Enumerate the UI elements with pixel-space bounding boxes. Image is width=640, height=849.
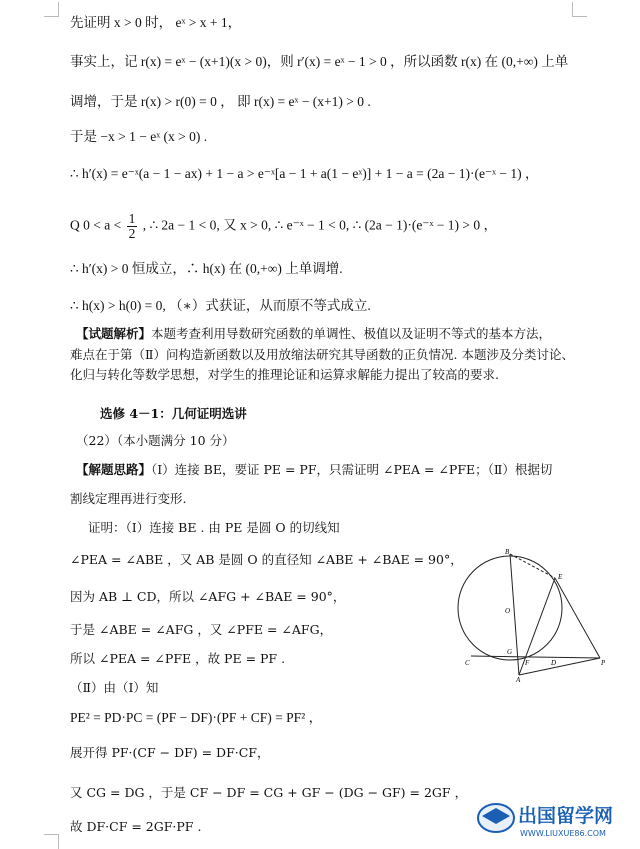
text-line-2: 事实上，记 r(x) = eˣ − (x+1)(x > 0)，则 r′(x) = eˣ − 1 > 0 ，所以函数 r(x) 在 (0,+∞) 上单	[70, 54, 569, 69]
analysis-paragraph-line-3: 化归与转化等数学思想，对学生的推理论证和运算求解能力提出了较高的要求.	[70, 367, 499, 382]
geometry-figure	[455, 548, 615, 683]
site-watermark-logo	[474, 794, 634, 842]
equation-line-3: 又 CG = DG ，于是 CF − DF = CG + GF − (DG − GF) = 2GF ，	[70, 785, 468, 800]
fraction-numerator: 1	[128, 211, 136, 226]
analysis-paragraph-line-2: 难点在于第（Ⅱ）问构造新函数以及用放缩法研究其导函数的正负情况. 本题涉及分类讨论、	[70, 347, 574, 362]
equation-line-1: PE² = PD·PC = (PF − DF)·(PF + CF) = PF² ，	[70, 710, 323, 725]
fraction-denominator: 2	[128, 226, 136, 241]
text-line-6	[70, 212, 497, 241]
text-line-3: 调增，于是 r(x) > r(0) = 0 ， 即 r(x) = eˣ − (x+1) > 0 .	[70, 94, 371, 109]
dashed-be	[510, 554, 555, 578]
text-line-1: 先证明 x > 0 时， eˣ > x + 1，	[70, 15, 242, 30]
idea-paragraph-line-2: 割线定理再进行变形.	[70, 491, 187, 506]
equation-line-4: 故 DF·CF = 2GF·PF .	[70, 819, 202, 834]
label-p: P	[601, 659, 606, 667]
idea-paragraph-line-1	[76, 461, 552, 479]
proof-line-4: 于是 ∠ABE = ∠AFG ，又 ∠PFE = ∠AFG，	[70, 622, 333, 637]
line-6-suffix: , ∴ 2a − 1 < 0, 又 x > 0, ∴ e⁻ˣ − 1 < 0, ∴ (2a − 1)·(e⁻ˣ − 1) > 0 ，	[142, 217, 498, 233]
fraction-one-half	[127, 212, 138, 241]
equation-line-2: 展开得 PF·(CF − DF) = DF·CF，	[70, 745, 270, 760]
text-line-7: ∴ h′(x) > 0 恒成立，∴ h(x) 在 (0,+∞) 上单调增.	[70, 261, 343, 276]
chord-cp	[471, 656, 600, 658]
proof-line-3: 因为 AB ⊥ CD，所以 ∠AFG + ∠BAE = 90°，	[70, 589, 346, 604]
proof-line-5: 所以 ∠PEA = ∠PFE ，故 PE = PF .	[70, 651, 286, 666]
text-line-8: ∴ h(x) > h(0) = 0, （∗）式获证，从而原不等式成立.	[70, 298, 371, 313]
section-title: 选修 4－1：几何证明选讲	[100, 406, 247, 421]
corner-mark-top-right	[572, 2, 587, 17]
text-line-4: 于是 −x > 1 − eˣ (x > 0) .	[70, 129, 208, 144]
text-line-5: ∴ h′(x) = e⁻ˣ(a − 1 − ax) + 1 − a > e⁻ˣ[a − 1 + a(1 − eˣ)] + 1 − a = (2a − 1)·(e⁻ˣ − 1) ，	[70, 166, 539, 181]
part-2-line: （Ⅱ）由（Ⅰ）知	[70, 680, 159, 695]
analysis-paragraph-line-1	[76, 325, 551, 343]
question-22-header: （22）（本小题满分 10 分）	[76, 433, 235, 448]
analysis-text-1: 本题考查利用导数研究函数的单调性、极值以及证明不等式的基本方法，	[151, 326, 552, 341]
corner-mark-top-left	[44, 2, 59, 17]
line-6-prefix: Q 0 < a <	[70, 217, 122, 233]
idea-text-1: （Ⅰ）连接 BE，要证 PE = PF，只需证明 ∠PEA = ∠PFE；（Ⅱ）根据切	[151, 462, 553, 477]
label-o: O	[505, 607, 511, 615]
label-g: G	[507, 648, 513, 656]
corner-mark-bottom-left	[44, 834, 59, 849]
watermark-url: WWW.LIUXUE86.COM	[520, 829, 606, 838]
label-e: E	[558, 573, 563, 581]
label-d: D	[551, 659, 557, 667]
label-a: A	[516, 676, 521, 683]
watermark-text: 出国留学网	[518, 805, 614, 827]
idea-label: 【解题思路】	[76, 462, 152, 477]
label-b: B	[505, 548, 510, 556]
analysis-label: 【试题解析】	[76, 326, 152, 341]
label-c: C	[465, 659, 470, 667]
tangent-pe	[555, 578, 600, 658]
proof-line-2: ∠PEA = ∠ABE ，又 AB 是圆 O 的直径知 ∠ABE + ∠BAE = 90°，	[70, 552, 463, 567]
line-pa	[519, 658, 600, 675]
label-f: F	[525, 659, 530, 667]
proof-line-1: 证明：（Ⅰ）连接 BE . 由 PE 是圆 O 的切线知	[88, 520, 340, 535]
